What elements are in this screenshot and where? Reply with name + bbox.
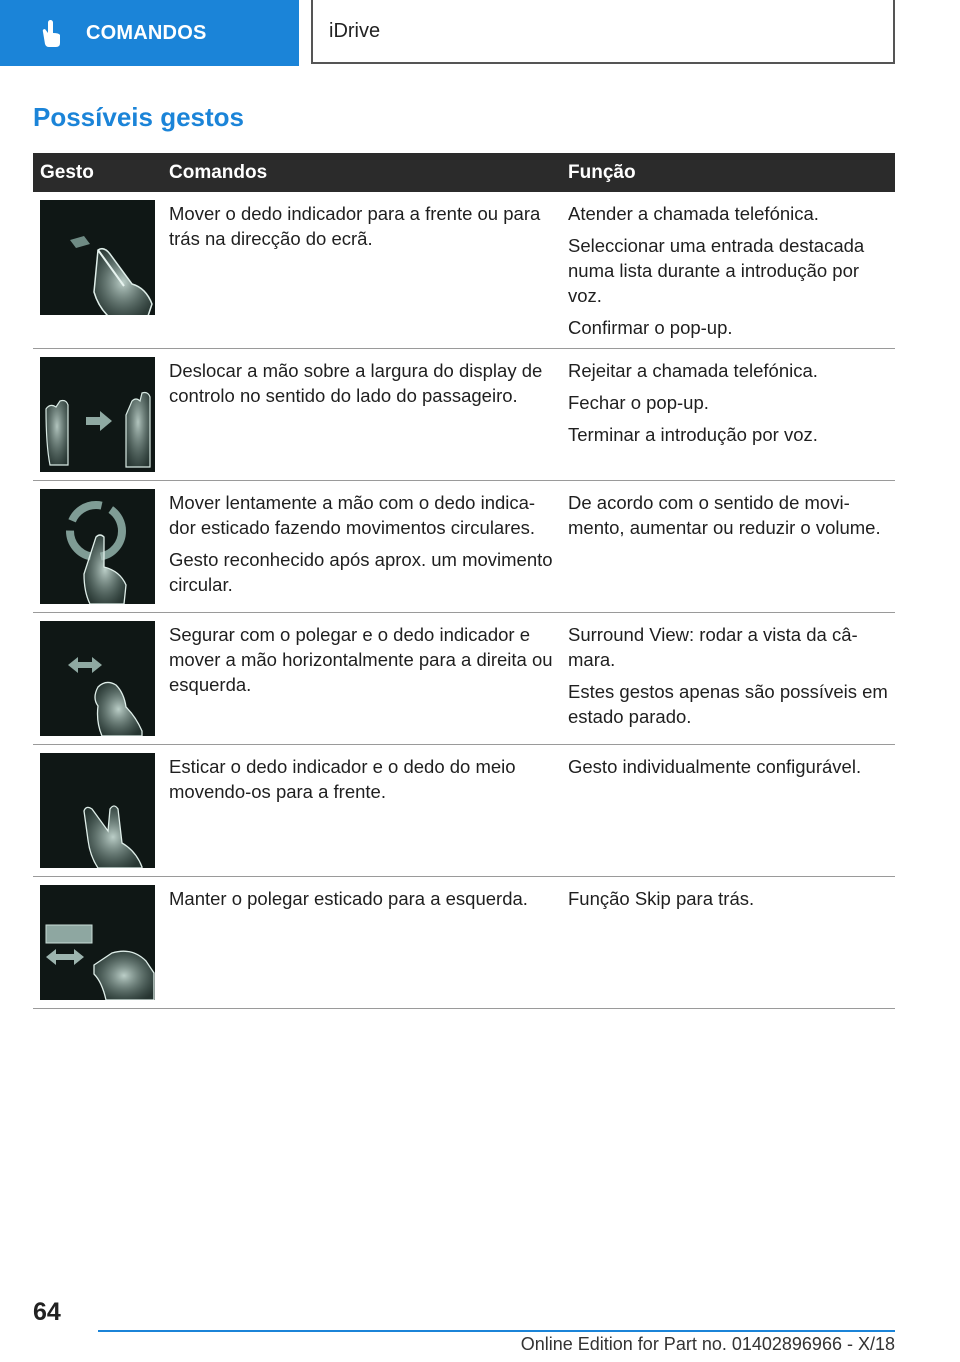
gestures-table [33, 153, 895, 1009]
column-header-gesto: Gesto [33, 153, 162, 192]
command-text: Gesto reconhecido após aprox. um movimento circular. [169, 549, 553, 595]
gesture-cell [33, 349, 162, 481]
footer-divider [98, 1330, 895, 1332]
section-tab-comandos[interactable] [0, 0, 299, 66]
chapter-label: iDrive [329, 19, 381, 42]
command-text: Esticar o dedo indicador e o dedo do meio movendo-os para a frente. [169, 756, 516, 802]
page-title: Possíveis gestos [33, 102, 244, 132]
thumb-left-gesture-icon [40, 885, 155, 1000]
commands-cell [162, 349, 561, 481]
function-cell [561, 481, 895, 613]
gesture-cell [33, 481, 162, 613]
function-text: Atender a chamada telefónica. [568, 203, 819, 224]
footer-edition-text: Online Edition for Part no. 01402896966 - X/18 [520, 1334, 895, 1354]
function-text: Seleccionar uma entrada destacada numa lista durante a introdução por voz. [568, 235, 865, 306]
function-cell [561, 349, 895, 481]
commands-cell [162, 613, 561, 745]
hand-touch-icon [38, 19, 66, 47]
command-text: Manter o polegar esticado para a esquerda. [169, 888, 528, 909]
function-text: De acordo com o sentido de movimento, aumentar ou reduzir o volume. [568, 492, 881, 538]
finger-tap-forward-gesture-icon [40, 200, 155, 315]
section-label: COMANDOS [86, 21, 207, 44]
commands-cell [162, 745, 561, 877]
function-cell [561, 877, 895, 1009]
table-header-row [33, 153, 895, 192]
gesture-cell [33, 877, 162, 1009]
command-text: Mover lentamente a mão com o dedo indicador esticado fazendo movimentos circulares. [169, 492, 536, 538]
function-cell [561, 192, 895, 349]
page-header [0, 0, 960, 66]
table-row [33, 349, 895, 481]
commands-cell [162, 192, 561, 349]
table-row [33, 192, 895, 349]
function-cell [561, 613, 895, 745]
table-row [33, 877, 895, 1009]
function-text: Confirmar o pop-up. [568, 317, 733, 338]
function-cell [561, 745, 895, 877]
gesture-cell [33, 745, 162, 877]
function-text: Estes gestos apenas são possíveis em estado parado. [568, 681, 888, 727]
table-row [33, 613, 895, 745]
commands-cell [162, 481, 561, 613]
hand-swipe-right-gesture-icon [40, 357, 155, 472]
function-text: Surround View: rodar a vista da câmara. [568, 624, 858, 670]
function-text: Rejeitar a chamada telefónica. [568, 360, 818, 381]
command-text: Deslocar a mão sobre a largura do display de controlo no sentido do lado do passageiro. [169, 360, 543, 406]
function-text: Fechar o pop-up. [568, 392, 709, 413]
page-number: 64 [33, 1298, 61, 1326]
gesture-cell [33, 192, 162, 349]
column-header-funcao: Função [561, 153, 895, 192]
chapter-tab[interactable] [311, 0, 895, 64]
two-fingers-forward-gesture-icon [40, 753, 155, 868]
table-row [33, 745, 895, 877]
function-text: Terminar a introdução por voz. [568, 424, 818, 445]
table-row [33, 481, 895, 613]
command-text: Segurar com o polegar e o dedo indicador e mover a mão horizontalmente para a direita ou esquerda. [169, 624, 553, 695]
commands-cell [162, 877, 561, 1009]
gesture-cell [33, 613, 162, 745]
function-text: Função Skip para trás. [568, 888, 755, 909]
command-text: Mover o dedo indicador para a frente ou para trás na direcção do ecrã. [169, 203, 541, 249]
finger-circle-gesture-icon [40, 489, 155, 604]
column-header-comandos: Comandos [162, 153, 561, 192]
pinch-move-horizontal-gesture-icon [40, 621, 155, 736]
function-text: Gesto individualmente configurável. [568, 756, 862, 777]
